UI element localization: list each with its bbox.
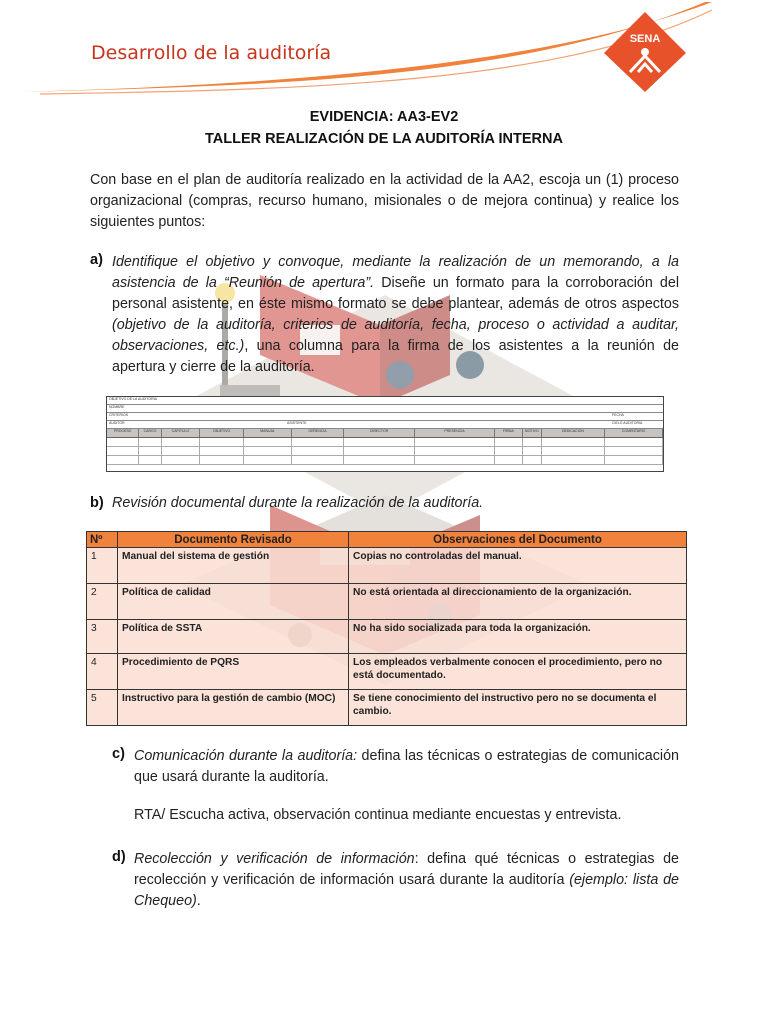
table-row [87,654,687,690]
header-title: Desarrollo de la auditoría [91,42,332,64]
table-row [87,584,687,620]
form-date-label: FECHA [612,413,624,417]
form-cell [523,447,542,455]
col-header-document: Documento Revisado [118,532,349,548]
row-document: Política de SSTA [118,620,349,654]
form-row-auditor [107,421,663,429]
item-d-letter: d) [112,849,126,865]
form-cell [244,447,292,455]
form-cell [495,438,523,446]
form-row-objective: OBJETIVO DE LA AUDITORIA [107,397,663,405]
form-cell [605,456,663,464]
form-column-header: FIRMA [495,429,523,437]
item-a-italic-1: Identifique el objetivo y convoque, mediante la realización de un memorando, a la asistencia de la “Reunión de apertura”. [112,254,679,291]
form-criteria-label: CRITERIOS [109,413,129,417]
form-column-header: PRESENCIA [415,429,494,437]
form-column-header: CAPITULO [162,429,200,437]
item-d-italic-2: (ejemplo: lista de Chequeo) [134,872,679,909]
row-observation: Se tiene conocimiento del instructivo pero no se documenta el cambio. [349,690,687,726]
form-cell [542,447,606,455]
col-header-number: Nº [87,532,118,548]
item-c-text [134,746,679,788]
form-cell [139,438,162,446]
form-cycle-label: CIELO AUDITORIA [612,421,643,425]
form-cell [523,456,542,464]
form-cell [107,438,139,446]
row-document: Política de calidad [118,584,349,620]
form-cell [139,447,162,455]
row-observation: Copias no controladas del manual. [349,548,687,584]
form-column-headers [107,429,663,438]
document-review-table [86,531,687,726]
form-cell [292,438,344,446]
form-attendee-label: ASISTENTE [287,421,307,425]
form-auditor-label: AUDITOR [109,421,125,425]
form-cell [495,447,523,455]
sena-logo [600,8,690,94]
intro-paragraph: Con base en el plan de auditoría realizado en la actividad de la AA2, escoja un (1) proceso organizacional (compras, recurso humano, misionales o de mejora continua) y realice los siguientes puntos: [90,172,679,230]
item-b-text: Revisión documental durante la realización de la auditoría. [112,495,484,511]
row-number: 3 [87,620,118,654]
table-row [87,548,687,584]
form-cell [162,456,200,464]
row-number: 4 [87,654,118,690]
form-cell [200,447,244,455]
form-cell [292,456,344,464]
item-b-letter: b) [90,495,104,511]
form-column-header: COMENTARIO [605,429,663,437]
table-header-row [87,532,687,548]
item-a-italic-2: (objetivo de la auditoría, criterios de auditoría, fecha, proceso o actividad a auditar, observaciones, etc.) [112,317,679,354]
table-row [87,620,687,654]
table-row [87,690,687,726]
row-document: Manual del sistema de gestión [118,548,349,584]
form-cell [200,438,244,446]
form-column-header: DEDICACION [542,429,606,437]
workshop-heading: TALLER REALIZACIÓN DE LA AUDITORÍA INTERNA [205,131,563,147]
form-cell [542,438,606,446]
form-cell [415,456,494,464]
col-header-observations: Observaciones del Documento [349,532,687,548]
row-observation: No ha sido socializada para toda la organización. [349,620,687,654]
form-cell [107,456,139,464]
form-row-name: NOMBRE [107,405,663,413]
form-column-header: CARGO [139,429,162,437]
row-document: Instructivo para la gestión de cambio (MOC) [118,690,349,726]
form-cell [344,438,415,446]
row-number: 1 [87,548,118,584]
form-column-header: MOTIVO [523,429,542,437]
form-row-criteria [107,413,663,421]
item-a-text-2: , una columna para la firma de los asistentes a la reunión de apertura y cierre de la auditoría. [112,338,679,375]
form-column-header: GERENCIA [292,429,344,437]
item-c-answer: RTA/ Escucha activa, observación continua mediante encuestas y entrevista. [134,807,622,823]
row-document: Procedimiento de PQRS [118,654,349,690]
item-c-italic: Comunicación durante la auditoría: [134,748,358,764]
form-empty-row [107,456,663,465]
form-empty-row [107,438,663,447]
row-observation: No está orientada al direccionamiento de la organización. [349,584,687,620]
logo-text: SENA [629,33,661,45]
form-cell [162,447,200,455]
form-empty-row [107,447,663,456]
item-c-body: defina las técnicas o estrategias de comunicación que usará durante la auditoría. [134,748,679,785]
form-cell [605,438,663,446]
item-d-text [134,849,679,912]
evidence-heading: EVIDENCIA: AA3-EV2 [309,109,459,125]
item-a-text [112,252,679,378]
item-c-letter: c) [112,746,125,762]
attendance-form [106,396,664,472]
form-cell [162,438,200,446]
row-observation: Los empleados verbalmente conocen el procedimiento, pero no está documentado. [349,654,687,690]
form-cell [542,456,606,464]
form-cell [244,438,292,446]
form-cell [415,438,494,446]
form-cell [292,447,344,455]
form-cell [495,456,523,464]
form-cell [200,456,244,464]
form-cell [523,438,542,446]
item-d-italic: Recolección y verificación de información [134,851,415,867]
form-cell [344,456,415,464]
item-d-end: . [196,893,201,909]
form-column-header: PROCESO [107,429,139,437]
form-column-header: OBJETIVO [200,429,244,437]
form-cell [344,447,415,455]
form-cell [415,447,494,455]
form-column-header: MANUAL [244,429,292,437]
form-cell [107,447,139,455]
item-d-body: : defina qué técnicas o estrategias de recolección y verificación de información usará durante la auditoría [134,851,679,888]
form-cell [139,456,162,464]
form-cell [244,456,292,464]
row-number: 5 [87,690,118,726]
form-cell [605,447,663,455]
row-number: 2 [87,584,118,620]
form-column-header: DIRECTOR [344,429,415,437]
item-a-text-1: Diseñe un formato para la corroboración del personal asistente, en éste mismo formato se debe plantear, además de otros aspectos [112,275,680,312]
item-a-letter: a) [90,252,103,268]
